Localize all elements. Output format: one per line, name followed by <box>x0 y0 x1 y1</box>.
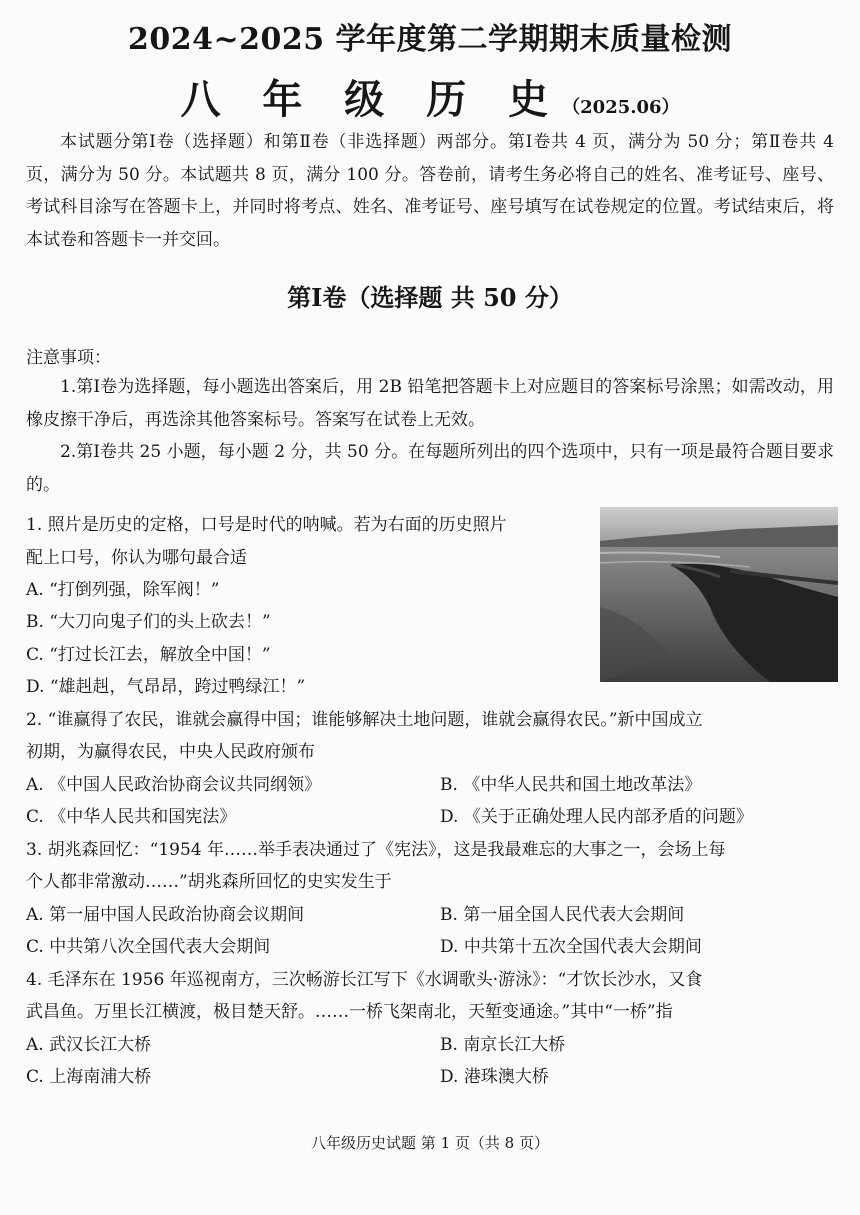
q3-stem-line-2: 个人都非常激动……”胡兆森所回忆的史实发生于 <box>26 872 392 892</box>
q2-option-d: D. 《关于正确处理人民内部矛盾的问题》 <box>440 807 753 827</box>
q2-option-c: C. 《中华人民共和国宪法》 <box>26 807 237 827</box>
note-item-1: 1.第Ⅰ卷为选择题，每小题选出答案后，用 2B 铅笔把答题卡上对应题目的答案标号涂黑；如需改动，用橡皮擦干净后，再选涂其他答案标号。答案写在试卷上无效。 <box>26 377 834 430</box>
exam-date: （2025.06） <box>562 97 680 118</box>
q1-option-b: B. “大刀向鬼子们的头上砍去！” <box>26 612 271 632</box>
q4-option-d: D. 港珠澳大桥 <box>440 1067 549 1087</box>
exam-subtitle-row <box>0 68 860 125</box>
river-crossing-photo-image <box>600 507 838 682</box>
subject-title: 八 年 级 历 史 <box>180 76 563 123</box>
q3-option-a: A. 第一届中国人民政治协商会议期间 <box>26 905 305 925</box>
q3-option-d: D. 中共第十五次全国代表大会期间 <box>440 937 702 957</box>
q1-option-d: D. “雄赳赳，气昂昂，跨过鸭绿江！” <box>26 677 306 697</box>
q4-stem-line-1: 4. 毛泽东在 1956 年巡视南方，三次畅游长江写下《水调歌头·游泳》：“才饮长沙水，又食 <box>26 970 703 990</box>
q1-stem-line-2: 配上口号，你认为哪句最合适 <box>26 548 247 568</box>
q1-stem-line-1: 1. 照片是历史的定格，口号是时代的呐喊。若为右面的历史照片 <box>26 515 507 535</box>
q1-option-c: C. “打过长江去，解放全中国！” <box>26 645 271 665</box>
q3-stem-line-1: 3. 胡兆森回忆：“1954 年……举手表决通过了《宪法》，这是我最难忘的大事之一，会场上每 <box>26 840 726 860</box>
notes-title: 注意事项： <box>26 348 111 368</box>
q4-option-c: C. 上海南浦大桥 <box>26 1067 152 1087</box>
section-heading: 第Ⅰ卷（选择题 共 50 分） <box>287 283 573 312</box>
q4-option-b: B. 南京长江大桥 <box>440 1035 566 1055</box>
q2-option-a: A. 《中国人民政治协商会议共同纲领》 <box>26 775 322 795</box>
q1-option-a: A. “打倒列强，除军阀！” <box>26 580 220 600</box>
q3-option-b: B. 第一届全国人民代表大会期间 <box>440 905 685 925</box>
q3-option-c: C. 中共第八次全国代表大会期间 <box>26 937 271 957</box>
page-footer: 八年级历史试题 第 1 页（共 8 页） <box>311 1134 549 1152</box>
q2-stem-line-1: 2. “谁赢得了农民，谁就会赢得中国；谁能够解决土地问题，谁就会赢得农民。”新中国成立 <box>26 710 703 730</box>
note-item-2: 2.第Ⅰ卷共 25 小题，每小题 2 分，共 50 分。在每题所列出的四个选项中，只有一项是最符合题目要求的。 <box>26 442 834 495</box>
historical-photo <box>600 507 838 682</box>
q2-stem-line-2: 初期，为赢得农民，中央人民政府颁布 <box>26 742 315 762</box>
q4-stem-line-2: 武昌鱼。万里长江横渡，极目楚天舒。……一桥飞架南北，天堑变通途。”其中“一桥”指 <box>26 1002 673 1022</box>
exam-title: 2024~2025 学年度第二学期期末质量检测 <box>127 22 733 57</box>
q2-option-b: B. 《中华人民共和国土地改革法》 <box>440 775 702 795</box>
intro-paragraph: 本试题分第Ⅰ卷（选择题）和第Ⅱ卷（非选择题）两部分。第Ⅰ卷共 4 页，满分为 50 分；第Ⅱ卷共 4 页，满分为 50 分。本试题共 8 页，满分 100 分。答卷前，请考生务必将自己的姓名、准考证号、座号、考试科目涂写在答题卡上，并同时将考点、姓名、准考证号、座号填写在试卷规定的位置。考试结束后，将本试卷和答题卡一并交回。 <box>26 132 834 250</box>
q4-option-a: A. 武汉长江大桥 <box>26 1035 152 1055</box>
